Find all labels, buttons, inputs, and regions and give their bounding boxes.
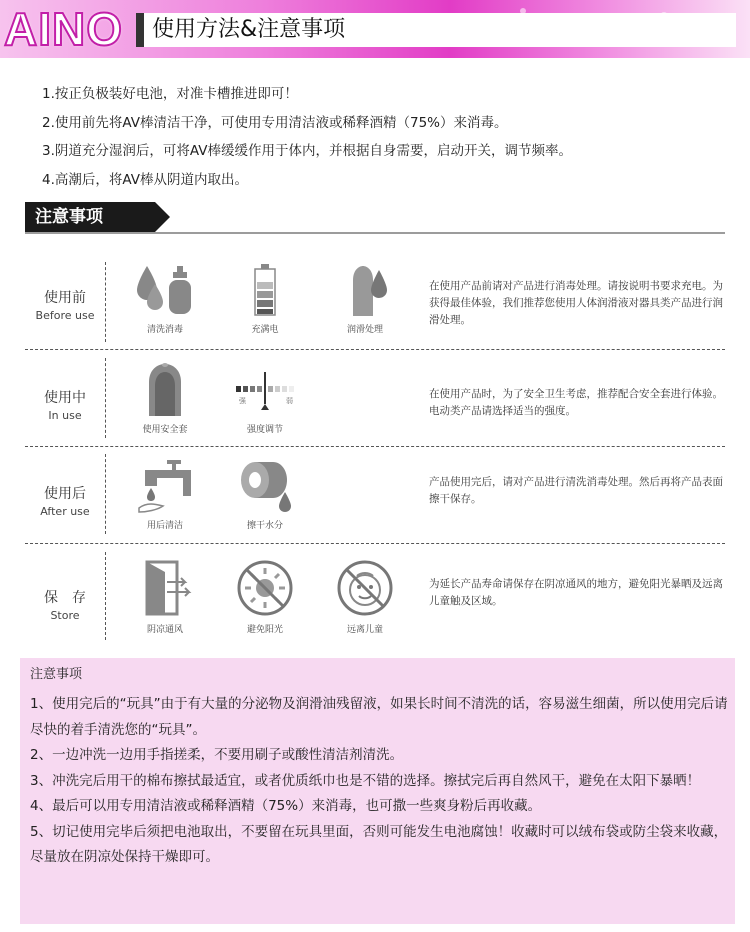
row-divider bbox=[25, 446, 725, 447]
icon-caption: 使用安全套 bbox=[142, 425, 188, 435]
row-before-use bbox=[25, 258, 725, 348]
row-label bbox=[25, 484, 105, 520]
note-item: 3、冲洗完后用干的棉布擦拭最适宜，或者优质纸巾也是不错的选择。擦拭完后再自然风干，避免在太阳下暴晒！ bbox=[30, 772, 701, 789]
row-store bbox=[25, 552, 725, 644]
brand-logo: AINO bbox=[4, 3, 123, 55]
icon-cell bbox=[120, 456, 210, 532]
row-label bbox=[25, 288, 105, 324]
tissue-roll-icon bbox=[233, 456, 297, 514]
icon-cell bbox=[220, 360, 310, 436]
row-label-cn: 使用中 bbox=[44, 390, 86, 406]
intensity-weak-label: 弱 bbox=[286, 397, 293, 405]
icon-caption: 阴凉通风 bbox=[146, 625, 183, 635]
icon-caption: 润滑处理 bbox=[346, 325, 383, 335]
row-label-en: Store bbox=[50, 609, 80, 622]
usage-steps bbox=[42, 80, 572, 194]
row-label-cn: 保 存 bbox=[44, 590, 86, 606]
icon-cell bbox=[120, 360, 210, 436]
banner-title-box bbox=[136, 13, 736, 47]
icon-cell bbox=[320, 262, 410, 336]
icon-cell bbox=[220, 262, 310, 336]
row-description: 在使用产品时，为了安全卫生考虑，推荐配合安全套进行体验。电动类产品请选择适当的强度。 bbox=[429, 388, 723, 417]
intensity-icon bbox=[230, 360, 300, 418]
note-item: 4、最后可以用专用清洁液或稀释酒精（75%）来消毒，也可撒一些爽身粉后再收藏。 bbox=[30, 798, 542, 814]
icon-cell bbox=[120, 558, 210, 636]
icon-cell bbox=[120, 262, 210, 336]
icon-caption: 避免阳光 bbox=[246, 625, 283, 635]
header-banner bbox=[0, 0, 750, 58]
notes-title: 注意事项 bbox=[30, 667, 83, 682]
note-item: 1、使用完后的“玩具”由于有大量的分泌物及润滑油残留液，如果长时间不清洗的话，容易滋生细菌，所以使用完后请尽快的着手清洗您的“玩具”。 bbox=[30, 696, 728, 738]
row-label-en: In use bbox=[48, 409, 82, 422]
page-title: 使用方法&注意事项 bbox=[152, 17, 346, 42]
icon-caption: 远离儿童 bbox=[346, 625, 383, 635]
section-tab bbox=[25, 202, 170, 232]
row-label-cn: 使用前 bbox=[44, 290, 86, 306]
note-item: 2、一边冲洗一边用手指搓柔，不要用刷子或酸性清洁剂清洗。 bbox=[30, 747, 404, 763]
section-divider bbox=[25, 232, 725, 234]
battery-full-icon bbox=[233, 262, 297, 318]
row-label bbox=[25, 388, 105, 424]
row-in-use bbox=[25, 356, 725, 446]
no-sun-icon bbox=[233, 558, 297, 618]
row-label-en: After use bbox=[40, 505, 90, 518]
row-description: 在使用产品前请对产品进行消毒处理。请按说明书要求充电。为获得最佳体验，我们推荐您使用人体润滑液对器具类产品进行润滑处理。 bbox=[429, 280, 723, 326]
usage-step: 4.高潮后，将AV棒从阴道内取出。 bbox=[42, 171, 248, 188]
row-description: 产品使用完后，请对产品进行清洗消毒处理。然后再将产品表面擦干保存。 bbox=[429, 476, 723, 505]
row-label bbox=[25, 588, 105, 624]
no-children-icon bbox=[333, 558, 397, 618]
row-divider bbox=[25, 543, 725, 544]
icon-caption: 擦干水分 bbox=[246, 521, 283, 531]
lubricate-icon bbox=[333, 262, 397, 318]
row-label-cn: 使用后 bbox=[44, 486, 86, 502]
icon-cell bbox=[220, 558, 310, 636]
row-divider bbox=[25, 349, 725, 350]
icon-caption: 强度调节 bbox=[246, 425, 283, 435]
usage-step: 1.按正负极装好电池，对准卡槽推进即可！ bbox=[42, 86, 298, 102]
icon-caption: 充满电 bbox=[251, 325, 279, 335]
notes-list bbox=[30, 692, 730, 871]
intensity-strong-label: 强 bbox=[239, 397, 246, 405]
faucet-icon bbox=[133, 456, 197, 514]
note-item: 5、切记使用完毕后须把电池取出，不要留在玩具里面，否则可能发生电池腐蚀！收藏时可以绒布袋或防尘袋来收藏，尽量放在阴凉处保持干燥即可。 bbox=[30, 823, 728, 865]
icon-caption: 清洗消毒 bbox=[146, 325, 183, 335]
ventilation-icon bbox=[133, 558, 197, 618]
row-label-en: Before use bbox=[35, 309, 95, 322]
icon-cell bbox=[220, 456, 310, 532]
clean-disinfect-icon bbox=[133, 262, 197, 318]
notes-box bbox=[20, 658, 735, 924]
usage-step: 3.阴道充分湿润后，可将AV棒缓缓作用于体内，并根据自身需要，启动开关，调节频率。 bbox=[42, 143, 572, 159]
icon-caption: 用后清洁 bbox=[146, 521, 183, 531]
usage-step: 2.使用前先将AV棒清洁干净，可使用专用清洁液或稀释酒精（75%）来消毒。 bbox=[42, 114, 508, 131]
section-title: 注意事项 bbox=[35, 207, 103, 227]
row-description: 为延长产品寿命请保存在阴凉通风的地方，避免阳光暴晒及远离儿童触及区域。 bbox=[429, 578, 723, 607]
icon-cell bbox=[320, 558, 410, 636]
condom-icon bbox=[133, 360, 197, 418]
row-after-use bbox=[25, 452, 725, 542]
